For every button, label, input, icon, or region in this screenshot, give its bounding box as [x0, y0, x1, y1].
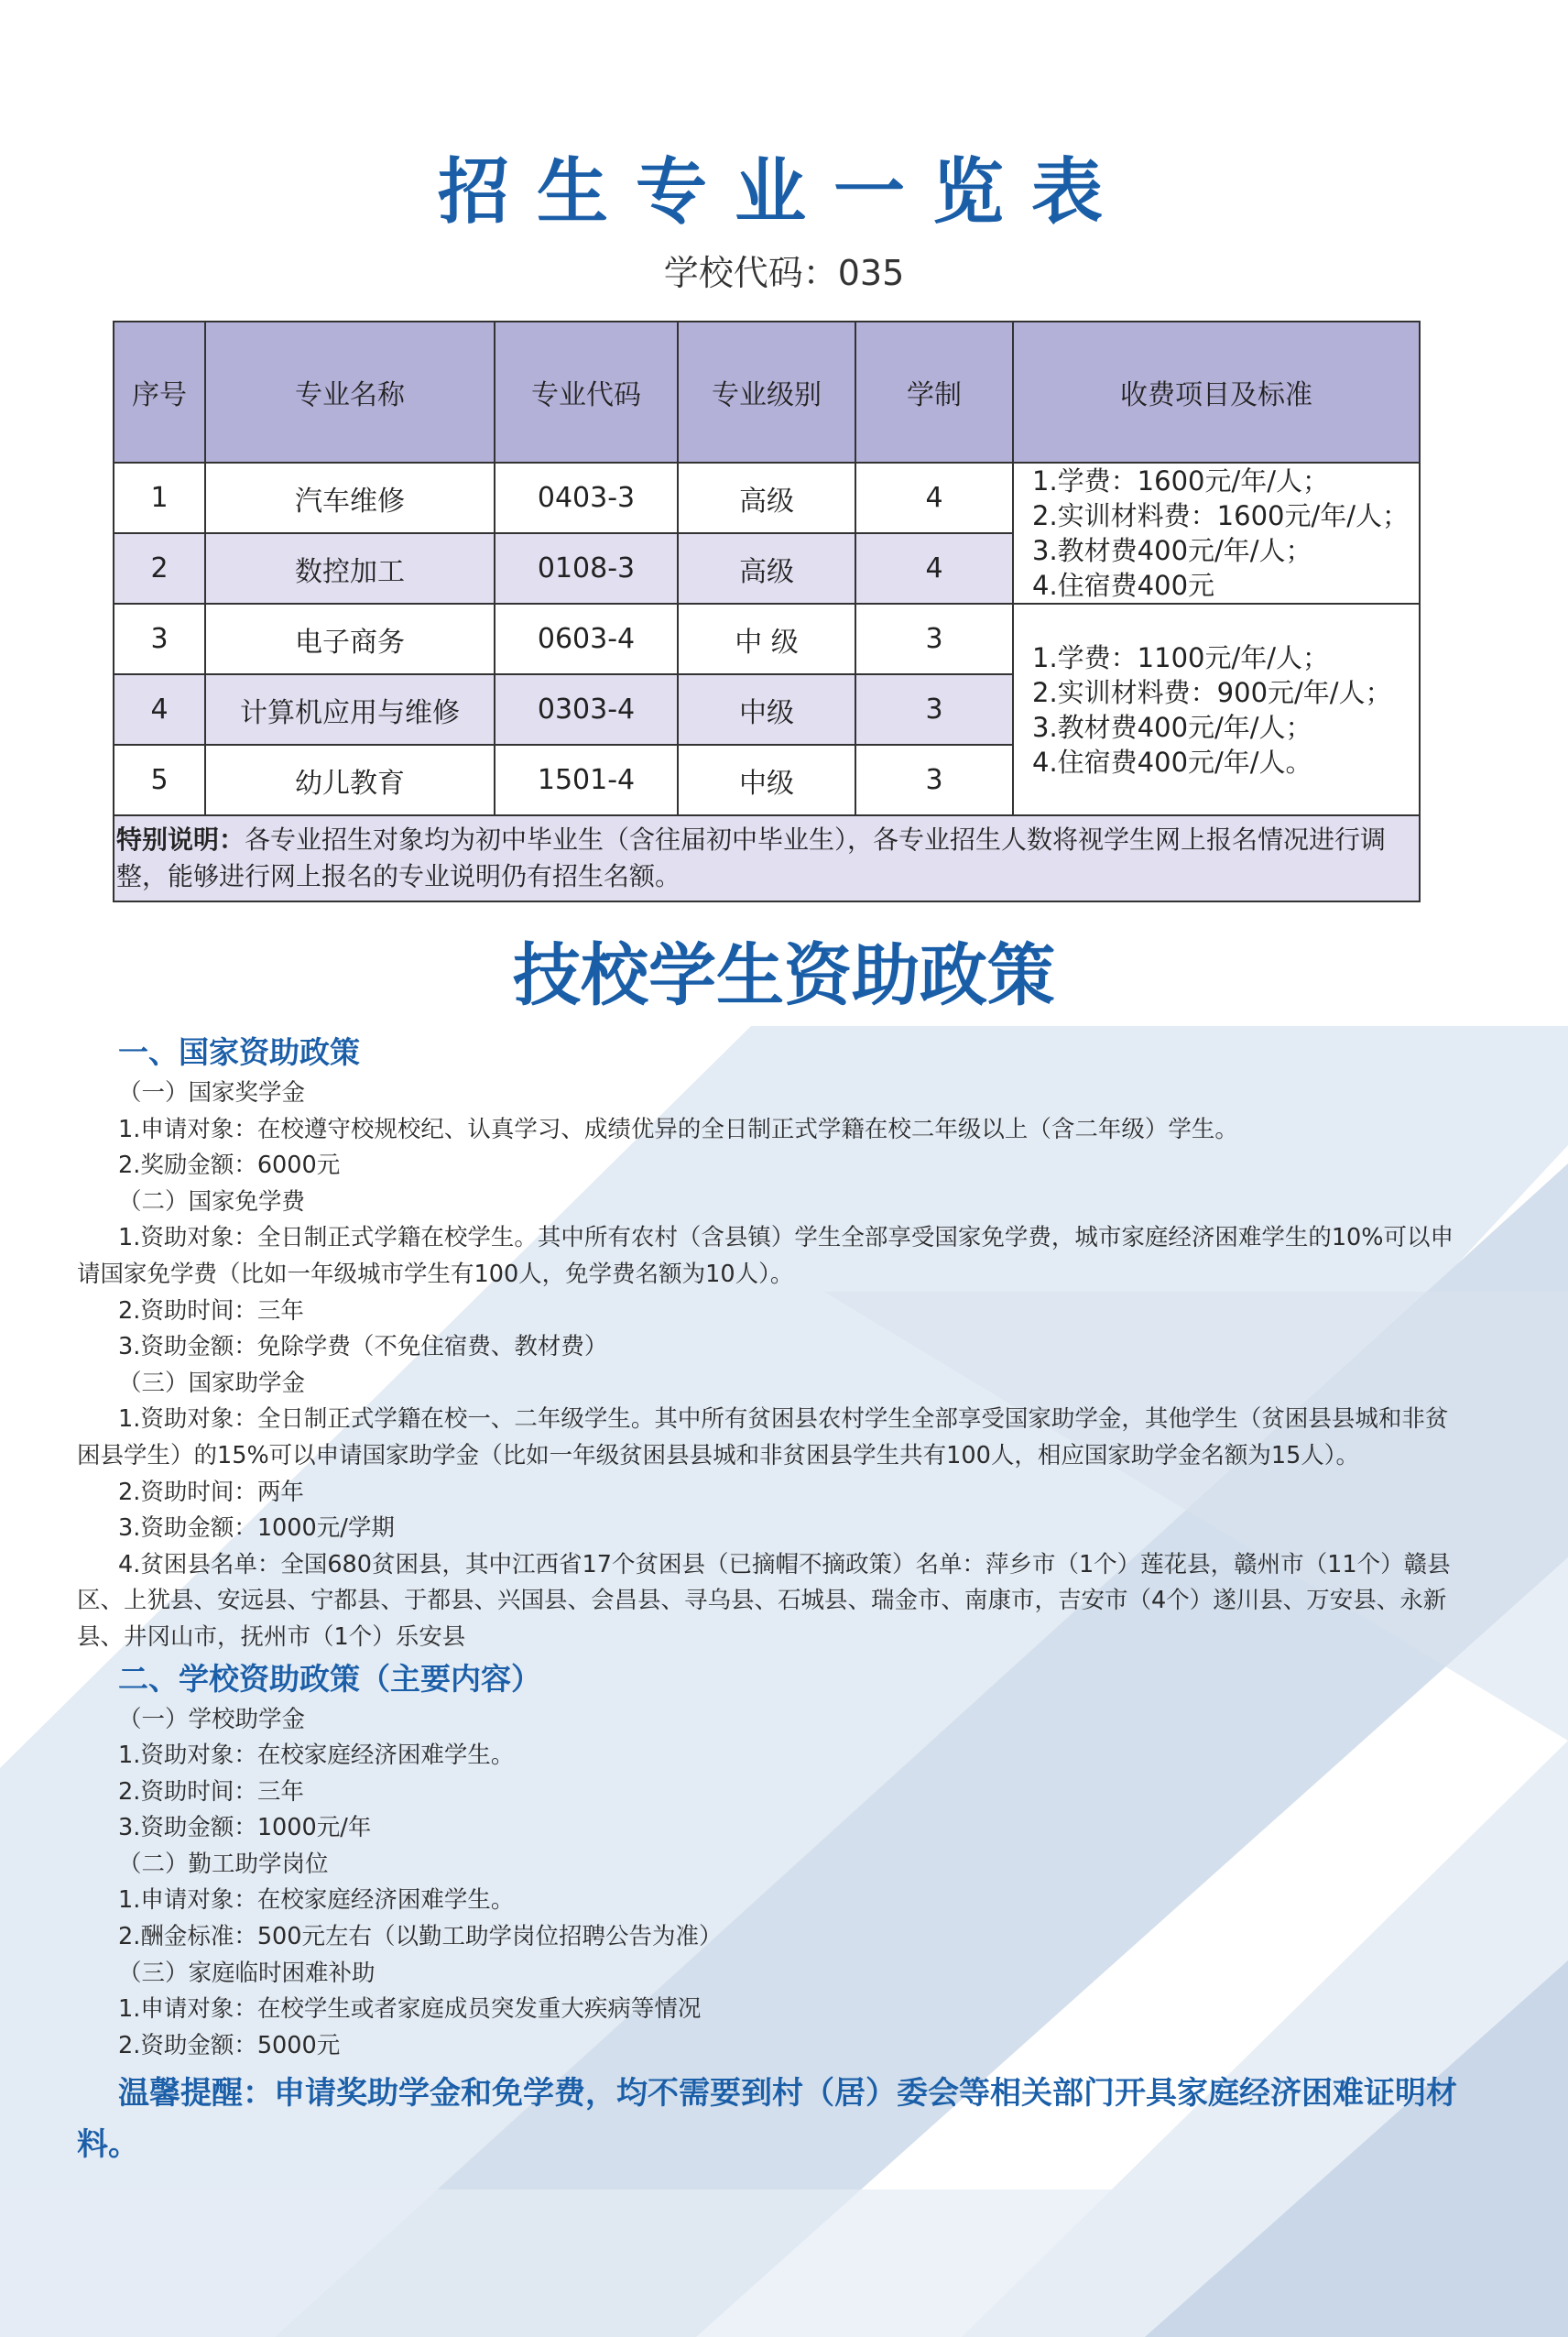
cell-years: 3 — [855, 745, 1013, 815]
policy-line: 1.资助对象：全日制正式学籍在校学生。其中所有农村（含县镇）学生全部享受国家免学费，城市家庭经济困难学生的10%可以申请国家免学费（比如一年级城市学生有100人，免学费名额为10人）。 — [77, 1224, 1454, 1288]
table-header-row — [114, 322, 1420, 463]
table-row — [114, 604, 1420, 674]
cell-code: 0403-3 — [495, 463, 678, 533]
cell-name: 数控加工 — [205, 533, 495, 604]
section-heading: 一、国家资助政策 — [118, 1034, 360, 1070]
majors-table — [113, 321, 1421, 902]
cell-name: 汽车维修 — [205, 463, 495, 533]
fee-line: 1.学费：1600元/年/人； — [1032, 465, 1330, 497]
note-label: 特别说明： — [116, 825, 245, 855]
header-years: 学制 — [855, 322, 1013, 463]
header-code: 专业代码 — [495, 322, 678, 463]
cell-years: 3 — [855, 604, 1013, 674]
note-row — [114, 815, 1420, 901]
cell-code: 0603-4 — [495, 604, 678, 674]
fee-line: 2.实训材料费：1600元/年/人； — [1032, 500, 1410, 531]
policy-line: 2.资助时间：三年 — [118, 1777, 304, 1806]
policy-line: 4.贫困县名单：全国680贫困县，其中江西省17个贫困县（已摘帽不摘政策）名单：萍乡市（1个）莲花县，赣州市（11个）赣县区、上犹县、安远县、宁都县、于都县、兴国县、会昌县、寻乌县、石城县、瑞金市、南康市，吉安市（4个）遂川县、万安县、永新县、井冈山市，抚州市（1个）乐安县 — [77, 1550, 1451, 1651]
policy-line: 3.资助金额：免除学费（不免住宿费、教材费） — [118, 1333, 608, 1361]
policy-line: 3.资助金额：1000元/年 — [118, 1814, 372, 1842]
fee-line: 3.教材费400元/年/人； — [1032, 535, 1312, 566]
cell-name: 幼儿教育 — [205, 745, 495, 815]
policy-line: 2.酬金标准：500元左右（以勤工助学岗位招聘公告为准） — [118, 1923, 723, 1951]
cell-no: 1 — [114, 463, 205, 533]
cell-no: 2 — [114, 533, 205, 604]
policy-line: （二）勤工助学岗位 — [118, 1850, 329, 1878]
header-name: 专业名称 — [205, 322, 495, 463]
cell-level: 高级 — [678, 533, 855, 604]
fee-line: 1.学费：1100元/年/人； — [1032, 641, 1330, 673]
cell-no: 4 — [114, 674, 205, 745]
policy-line: 1.申请对象：在校遵守校规校纪、认真学习、成绩优异的全日制正式学籍在校二年级以上（含二年级）学生。 — [118, 1115, 1238, 1143]
policy-line: 1.资助对象：全日制正式学籍在校一、二年级学生。其中所有贫困县农村学生全部享受国家助学金，其他学生（贫困县县城和非贫困县学生）的15%可以申请国家助学金（比如一年级贫困县县城和非贫困县学生共有100人，相应国家助学金名额为15人）。 — [77, 1405, 1449, 1469]
fee-group-1 — [1013, 463, 1420, 604]
cell-years: 4 — [855, 533, 1013, 604]
special-note — [114, 815, 1420, 901]
policy-line: 2.资助金额：5000元 — [118, 2031, 341, 2059]
policy-line: 1.申请对象：在校家庭经济困难学生。 — [118, 1886, 515, 1915]
policy-line: 3.资助金额：1000元/学期 — [118, 1514, 395, 1543]
cell-level: 中级 — [678, 745, 855, 815]
policy-line: 1.申请对象：在校学生或者家庭成员突发重大疾病等情况 — [118, 1995, 702, 2024]
cell-code: 0108-3 — [495, 533, 678, 604]
fee-line: 3.教材费400元/年/人； — [1032, 711, 1312, 743]
fee-group-2 — [1013, 604, 1420, 815]
cell-code: 1501-4 — [495, 745, 678, 815]
section-heading: 二、学校资助政策（主要内容） — [118, 1660, 541, 1697]
policy-title: 技校学生资助政策 — [513, 936, 1055, 1015]
policy-line: （三）家庭临时困难补助 — [118, 1959, 376, 1987]
header-level: 专业级别 — [678, 322, 855, 463]
policy-line: （一）国家奖学金 — [118, 1079, 306, 1107]
policy-line: 1.资助对象：在校家庭经济困难学生。 — [118, 1742, 515, 1770]
cell-years: 4 — [855, 463, 1013, 533]
cell-no: 3 — [114, 604, 205, 674]
cell-name: 电子商务 — [205, 604, 495, 674]
header-no: 序号 — [114, 322, 205, 463]
policy-section — [77, 1030, 1469, 2170]
cell-level: 高级 — [678, 463, 855, 533]
cell-code: 0303-4 — [495, 674, 678, 745]
policy-line: 2.奖励金额：6000元 — [118, 1152, 341, 1180]
policy-line: 2.资助时间：三年 — [118, 1296, 304, 1325]
fee-line: 4.住宿费400元/年/人。 — [1032, 746, 1312, 778]
fee-line: 4.住宿费400元 — [1032, 570, 1215, 601]
cell-years: 3 — [855, 674, 1013, 745]
school-code: 学校代码：035 — [663, 253, 905, 293]
fee-line: 2.实训材料费：900元/年/人； — [1032, 676, 1392, 708]
policy-line: 2.资助时间：两年 — [118, 1478, 304, 1506]
cell-level: 中 级 — [678, 604, 855, 674]
warm-reminder: 温馨提醒：申请奖助学金和免学费，均不需要到村（居）委会等相关部门开具家庭经济困难证明材料。 — [77, 2075, 1457, 2164]
policy-line: （二）国家免学费 — [118, 1187, 306, 1216]
policy-line: （一）学校助学金 — [118, 1705, 306, 1733]
header-fees: 收费项目及标准 — [1013, 322, 1420, 463]
page-title: 招生专业一览表 — [437, 151, 1130, 234]
policy-line: （三）国家助学金 — [118, 1369, 306, 1397]
cell-level: 中级 — [678, 674, 855, 745]
cell-no: 5 — [114, 745, 205, 815]
note-text: 各专业招生对象均为初中毕业生（含往届初中毕业生），各专业招生人数将视学生网上报名情况进行调整，能够进行网上报名的专业说明仍有招生名额。 — [116, 825, 1387, 891]
table-row — [114, 463, 1420, 533]
cell-name: 计算机应用与维修 — [205, 674, 495, 745]
